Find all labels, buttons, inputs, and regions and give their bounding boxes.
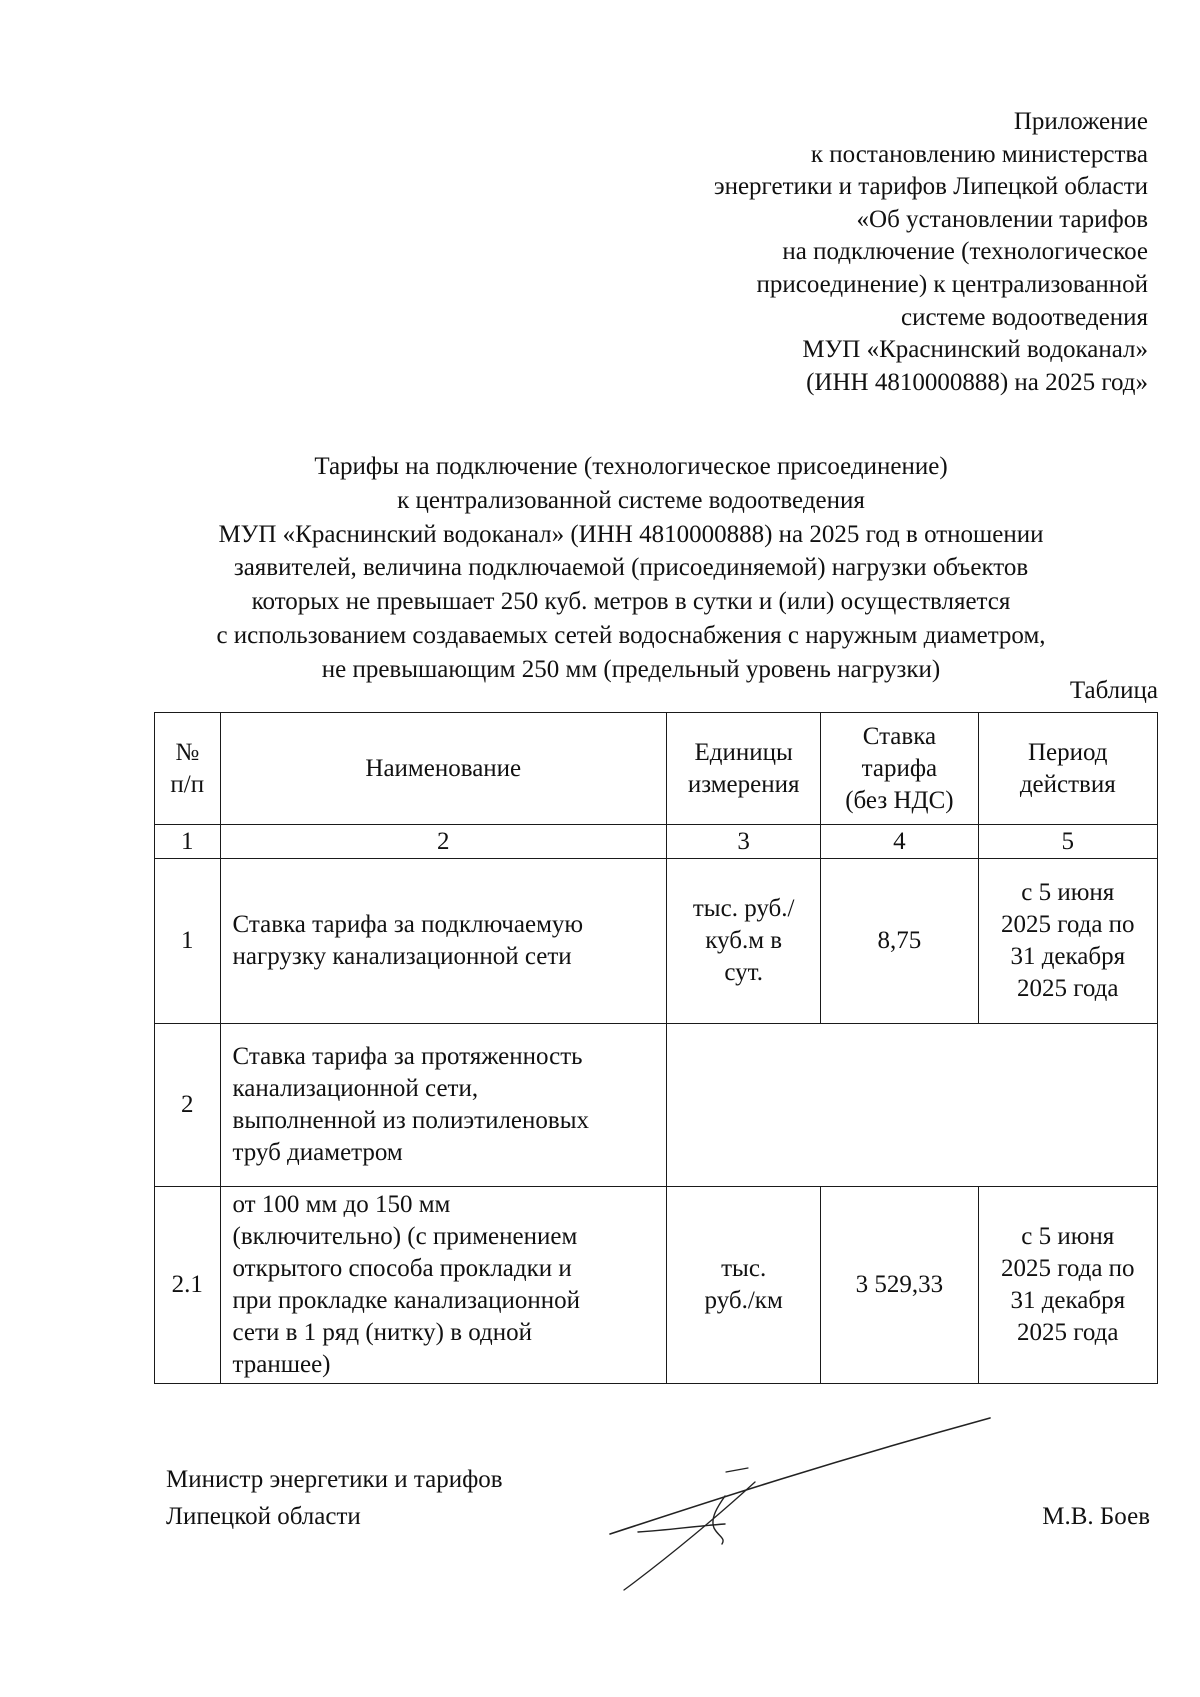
header-text: п/п [170, 770, 205, 798]
header-period [978, 713, 1157, 825]
cell-line: от 100 мм до 150 мм [232, 1191, 451, 1218]
table-header-row [155, 713, 1158, 825]
header-text: Период [1028, 738, 1108, 766]
row-period [978, 1187, 1157, 1384]
cell-line: труб диаметром [232, 1139, 403, 1166]
appendix-line: энергетики и тарифов Липецкой области [713, 173, 1148, 201]
row-name [220, 1024, 667, 1187]
row-empty-merged [667, 1024, 1158, 1187]
header-number [155, 713, 221, 825]
signatory-position [166, 1461, 503, 1535]
header-text: тарифа [861, 754, 938, 782]
row-rate: 3 529,33 [821, 1187, 978, 1384]
cell-line: Ставка тарифа за подключаемую [232, 911, 584, 938]
appendix-header [588, 106, 1148, 399]
header-text: измерения [687, 770, 800, 798]
title-line: которых не превышает 250 куб. метров в сутки и (или) осуществляется [251, 588, 1011, 616]
column-number: 1 [155, 825, 221, 859]
table-caption: Таблица [1069, 677, 1158, 704]
header-text: Наименование [365, 754, 522, 782]
header-unit [667, 713, 821, 825]
header-name [220, 713, 667, 825]
cell-line: с 5 июня [1021, 879, 1115, 906]
cell-line: 2025 года по [1000, 1255, 1135, 1282]
title-line: Тарифы на подключение (технологическое присоединение) [314, 453, 948, 480]
cell-line: канализационной сети, [232, 1075, 479, 1102]
row-name [220, 1187, 667, 1384]
header-text: Ставка [862, 722, 937, 750]
row-unit [667, 1187, 821, 1384]
appendix-line: присоединение) к централизованной [756, 270, 1148, 298]
header-rate [821, 713, 978, 825]
row-period [978, 859, 1157, 1024]
document-title [150, 450, 1112, 687]
cell-line: при прокладке канализационной [232, 1287, 580, 1314]
cell-line: 31 декабря [1010, 1287, 1126, 1314]
column-number: 4 [821, 825, 978, 859]
appendix-line: Приложение [1013, 108, 1148, 135]
header-text: (без НДС) [845, 786, 954, 814]
tariffs-table [154, 712, 1158, 1384]
signatory-position-line: Министр энергетики и тарифов [166, 1466, 503, 1493]
cell-line: сут. [724, 959, 763, 986]
row-name [220, 859, 667, 1024]
appendix-line: (ИНН 4810000888) на 2025 год» [806, 368, 1148, 396]
row-rate: 8,75 [821, 859, 978, 1024]
header-text: Единицы [694, 738, 793, 766]
signatory-name: М.В. Боев [1042, 1503, 1150, 1530]
row-unit [667, 859, 821, 1024]
cell-line: руб./км [704, 1287, 783, 1314]
cell-line: открытого способа прокладки и [232, 1255, 572, 1282]
cell-line: 31 декабря [1010, 943, 1126, 970]
column-number: 3 [667, 825, 821, 859]
signatory-position-line: Липецкой области [166, 1503, 361, 1530]
title-line: с использованием создаваемых сетей водоснабжения с наружным диаметром, [216, 621, 1046, 649]
handwritten-signature [600, 1410, 1000, 1600]
column-numbers-row [155, 825, 1158, 859]
column-number: 2 [220, 825, 667, 859]
table-row [155, 1187, 1158, 1384]
appendix-line: к постановлению министерства [810, 140, 1148, 168]
header-text: действия [1019, 770, 1116, 798]
appendix-line: системе водоотведения [901, 303, 1148, 331]
appendix-line: на подключение (технологическое [782, 238, 1148, 266]
row-number: 1 [155, 859, 221, 1024]
cell-line: тыс. [721, 1255, 767, 1282]
title-line: к централизованной системе водоотведения [397, 486, 865, 514]
cell-line: выполненной из полиэтиленовых [232, 1107, 589, 1134]
cell-line: тыс. руб./ [692, 895, 795, 922]
title-line: не превышающим 250 мм (предельный уровень нагрузки) [321, 655, 941, 683]
appendix-line: МУП «Краснинский водоканал» [802, 336, 1148, 364]
header-text: № [175, 738, 200, 766]
cell-line: (включительно) (с применением [232, 1223, 578, 1250]
cell-line: траншее) [232, 1351, 331, 1378]
appendix-line: «Об установлении тарифов [856, 205, 1148, 233]
cell-line: Ставка тарифа за протяженность [232, 1043, 583, 1070]
cell-line: нагрузку канализационной сети [232, 943, 572, 970]
row-number: 2 [155, 1024, 221, 1187]
cell-line: 2025 года [1017, 1319, 1119, 1346]
row-number: 2.1 [155, 1187, 221, 1384]
title-line: заявителей, величина подключаемой (присоединяемой) нагрузки объектов [233, 554, 1029, 582]
table-row [155, 859, 1158, 1024]
cell-line: с 5 июня [1021, 1223, 1115, 1250]
cell-line: 2025 года [1017, 975, 1119, 1002]
column-number: 5 [978, 825, 1157, 859]
cell-line: 2025 года по [1000, 911, 1135, 938]
cell-line: сети в 1 ряд (нитку) в одной [232, 1319, 533, 1346]
table-row [155, 1024, 1158, 1187]
title-line: МУП «Краснинский водоканал» (ИНН 4810000888) на 2025 год в отношении [218, 520, 1044, 548]
cell-line: куб.м в [705, 927, 783, 954]
